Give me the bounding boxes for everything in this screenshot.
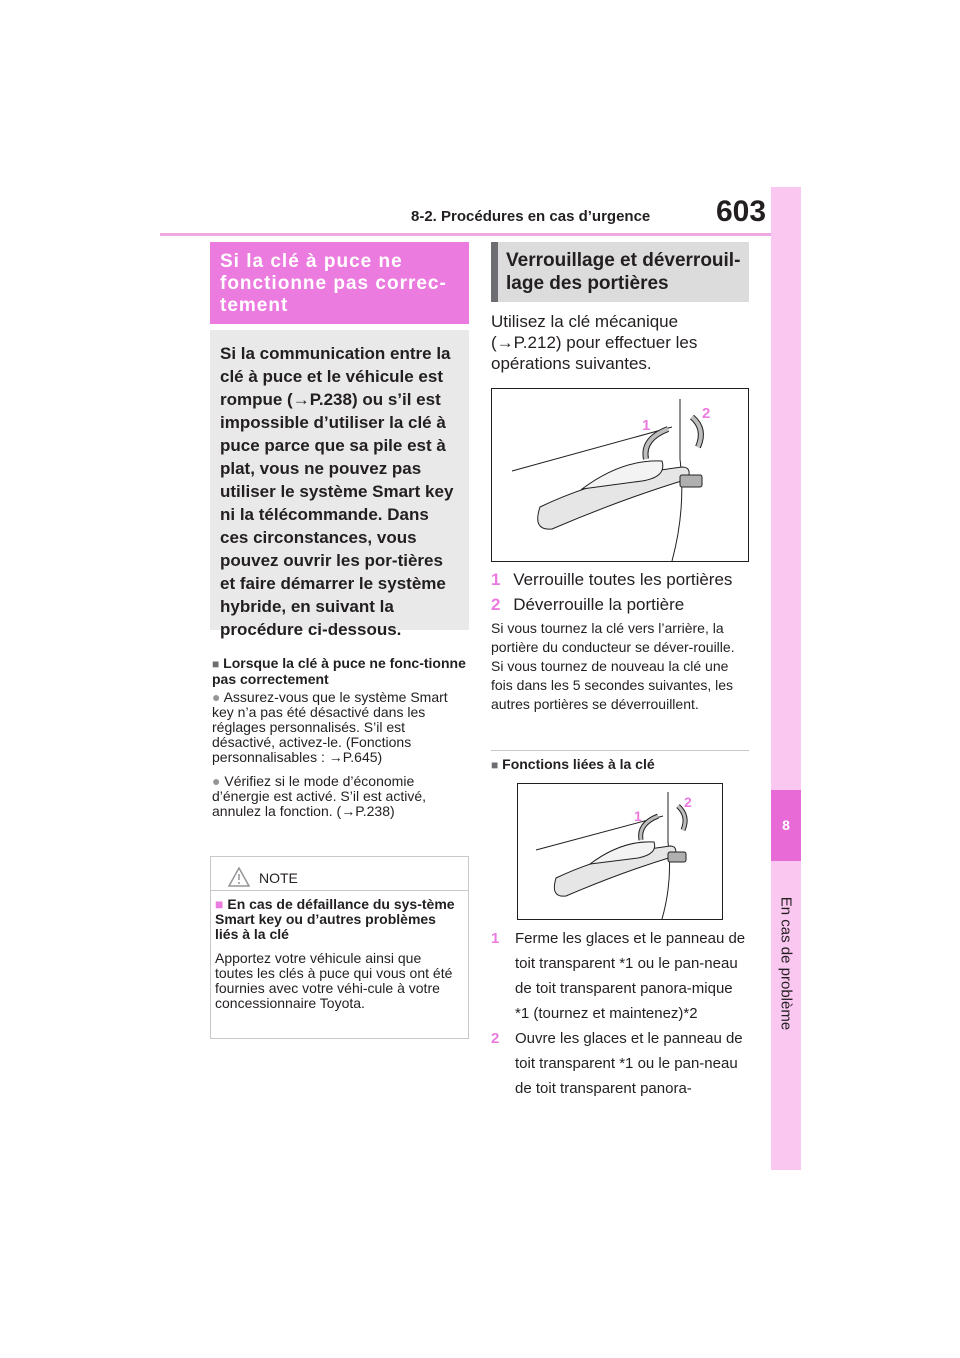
list-item <box>491 1026 749 1101</box>
section-title: 8-2. Procédures en cas d’urgence <box>411 208 651 225</box>
right-intro: Utilisez la clé mécanique (→P.212) pour effectuer les opérations suivantes. <box>491 312 698 373</box>
list-item-text: Vérifiez si le mode d’économie d’énergie est activé. S’il est activé, annulez la fonction. (→P.238) <box>212 773 426 819</box>
left-section-title: Si la clé à puce ne fonctionne pas correc-tement <box>210 242 469 324</box>
note-label: NOTE <box>259 870 298 886</box>
note-box <box>210 856 469 1039</box>
square-bullet-icon: ■ <box>215 896 224 912</box>
step-number: 2 <box>491 1030 500 1047</box>
warning-icon <box>228 867 250 887</box>
note-heading <box>215 897 463 942</box>
list-item <box>212 690 470 765</box>
left-intro-box: Si la communication entre la clé à puce et le véhicule est rompue (→P.238) ou s’il est impossible d’utiliser la clé à puce parce que sa pile est à plat, vous ne pouvez pas utiliser le système Smart key ni la télécommande. Dans ces circonstances, vous pouvez ouvrir les por-tières et faire démarrer le système hybride, en suivant la procédure ci-dessous. <box>210 330 469 630</box>
step-text: Ouvre les glaces et le panneau de toit transparent *1 ou le pan-neau de toit transparent panora- <box>515 1030 743 1097</box>
right-explanation: Si vous tournez la clé vers l’arrière, la portière du conducteur se déver-rouille. Si vous tournez de nouveau la clé une fois dans les 5 secondes suivantes, les autres portières se déverrouillent. <box>491 620 735 712</box>
square-bullet-icon: ■ <box>212 657 220 671</box>
figure-label-1: 1 <box>634 808 642 824</box>
section-divider <box>491 750 749 751</box>
chapter-label <box>776 870 796 1060</box>
step-number: 2 <box>491 595 501 614</box>
list-item-text: Assurez-vous que le système Smart key n’a pas été désactivé dans les réglages personnalisés. S’il est désactivé, activez-le. (Fonctions personnalisables : →P.645) <box>212 689 448 765</box>
page-number: 603 <box>716 195 767 228</box>
circle-bullet-icon: ● <box>212 773 221 789</box>
step-number: 1 <box>491 930 500 947</box>
figure-label-2: 2 <box>702 405 711 422</box>
left-subheading <box>212 656 470 687</box>
step-text: Déverrouille la portière <box>513 595 685 614</box>
chapter-number-tab[interactable]: 8 <box>771 790 801 861</box>
right-section-title: Verrouillage et déverrouil-lage des portières <box>491 242 749 302</box>
header-rule <box>160 233 772 236</box>
door-handle-figure-2 <box>517 783 723 920</box>
note-body: Apportez votre véhicule ainsi que toutes les clés à puce qui vous ont été fournies avec votre véhi-cule à votre concessionnaire Toyota. <box>215 950 453 1011</box>
note-divider <box>211 890 468 891</box>
square-bullet-icon: ■ <box>491 758 499 772</box>
step-text: Verrouille toutes les portières <box>513 570 733 589</box>
list-item <box>491 567 749 592</box>
left-subheading-text: Lorsque la clé à puce ne fonc-tionne pas correctement <box>212 655 466 687</box>
right-subheading <box>491 757 749 773</box>
figure-label-2: 2 <box>684 794 692 810</box>
chapter-label-text: En cas de problème <box>777 896 795 1031</box>
function-list <box>491 926 749 1101</box>
list-item <box>491 926 749 1026</box>
left-bullet-list <box>212 690 470 819</box>
step-text: Ferme les glaces et le panneau de toit transparent *1 ou le pan-neau de toit transparent panora-mique *1 (tournez et maintenez)*2 <box>515 930 746 1022</box>
list-item <box>212 774 470 819</box>
door-handle-figure-1 <box>491 388 749 562</box>
circle-bullet-icon: ● <box>212 689 221 705</box>
right-subheading-text: Fonctions liées à la clé <box>502 756 655 772</box>
step-list <box>491 567 749 617</box>
note-heading-text: En cas de défaillance du sys-tème Smart key ou d’autres problèmes liés à la clé <box>215 896 455 942</box>
step-number: 1 <box>491 570 501 589</box>
list-item <box>491 592 749 617</box>
figure-label-1: 1 <box>642 417 651 434</box>
